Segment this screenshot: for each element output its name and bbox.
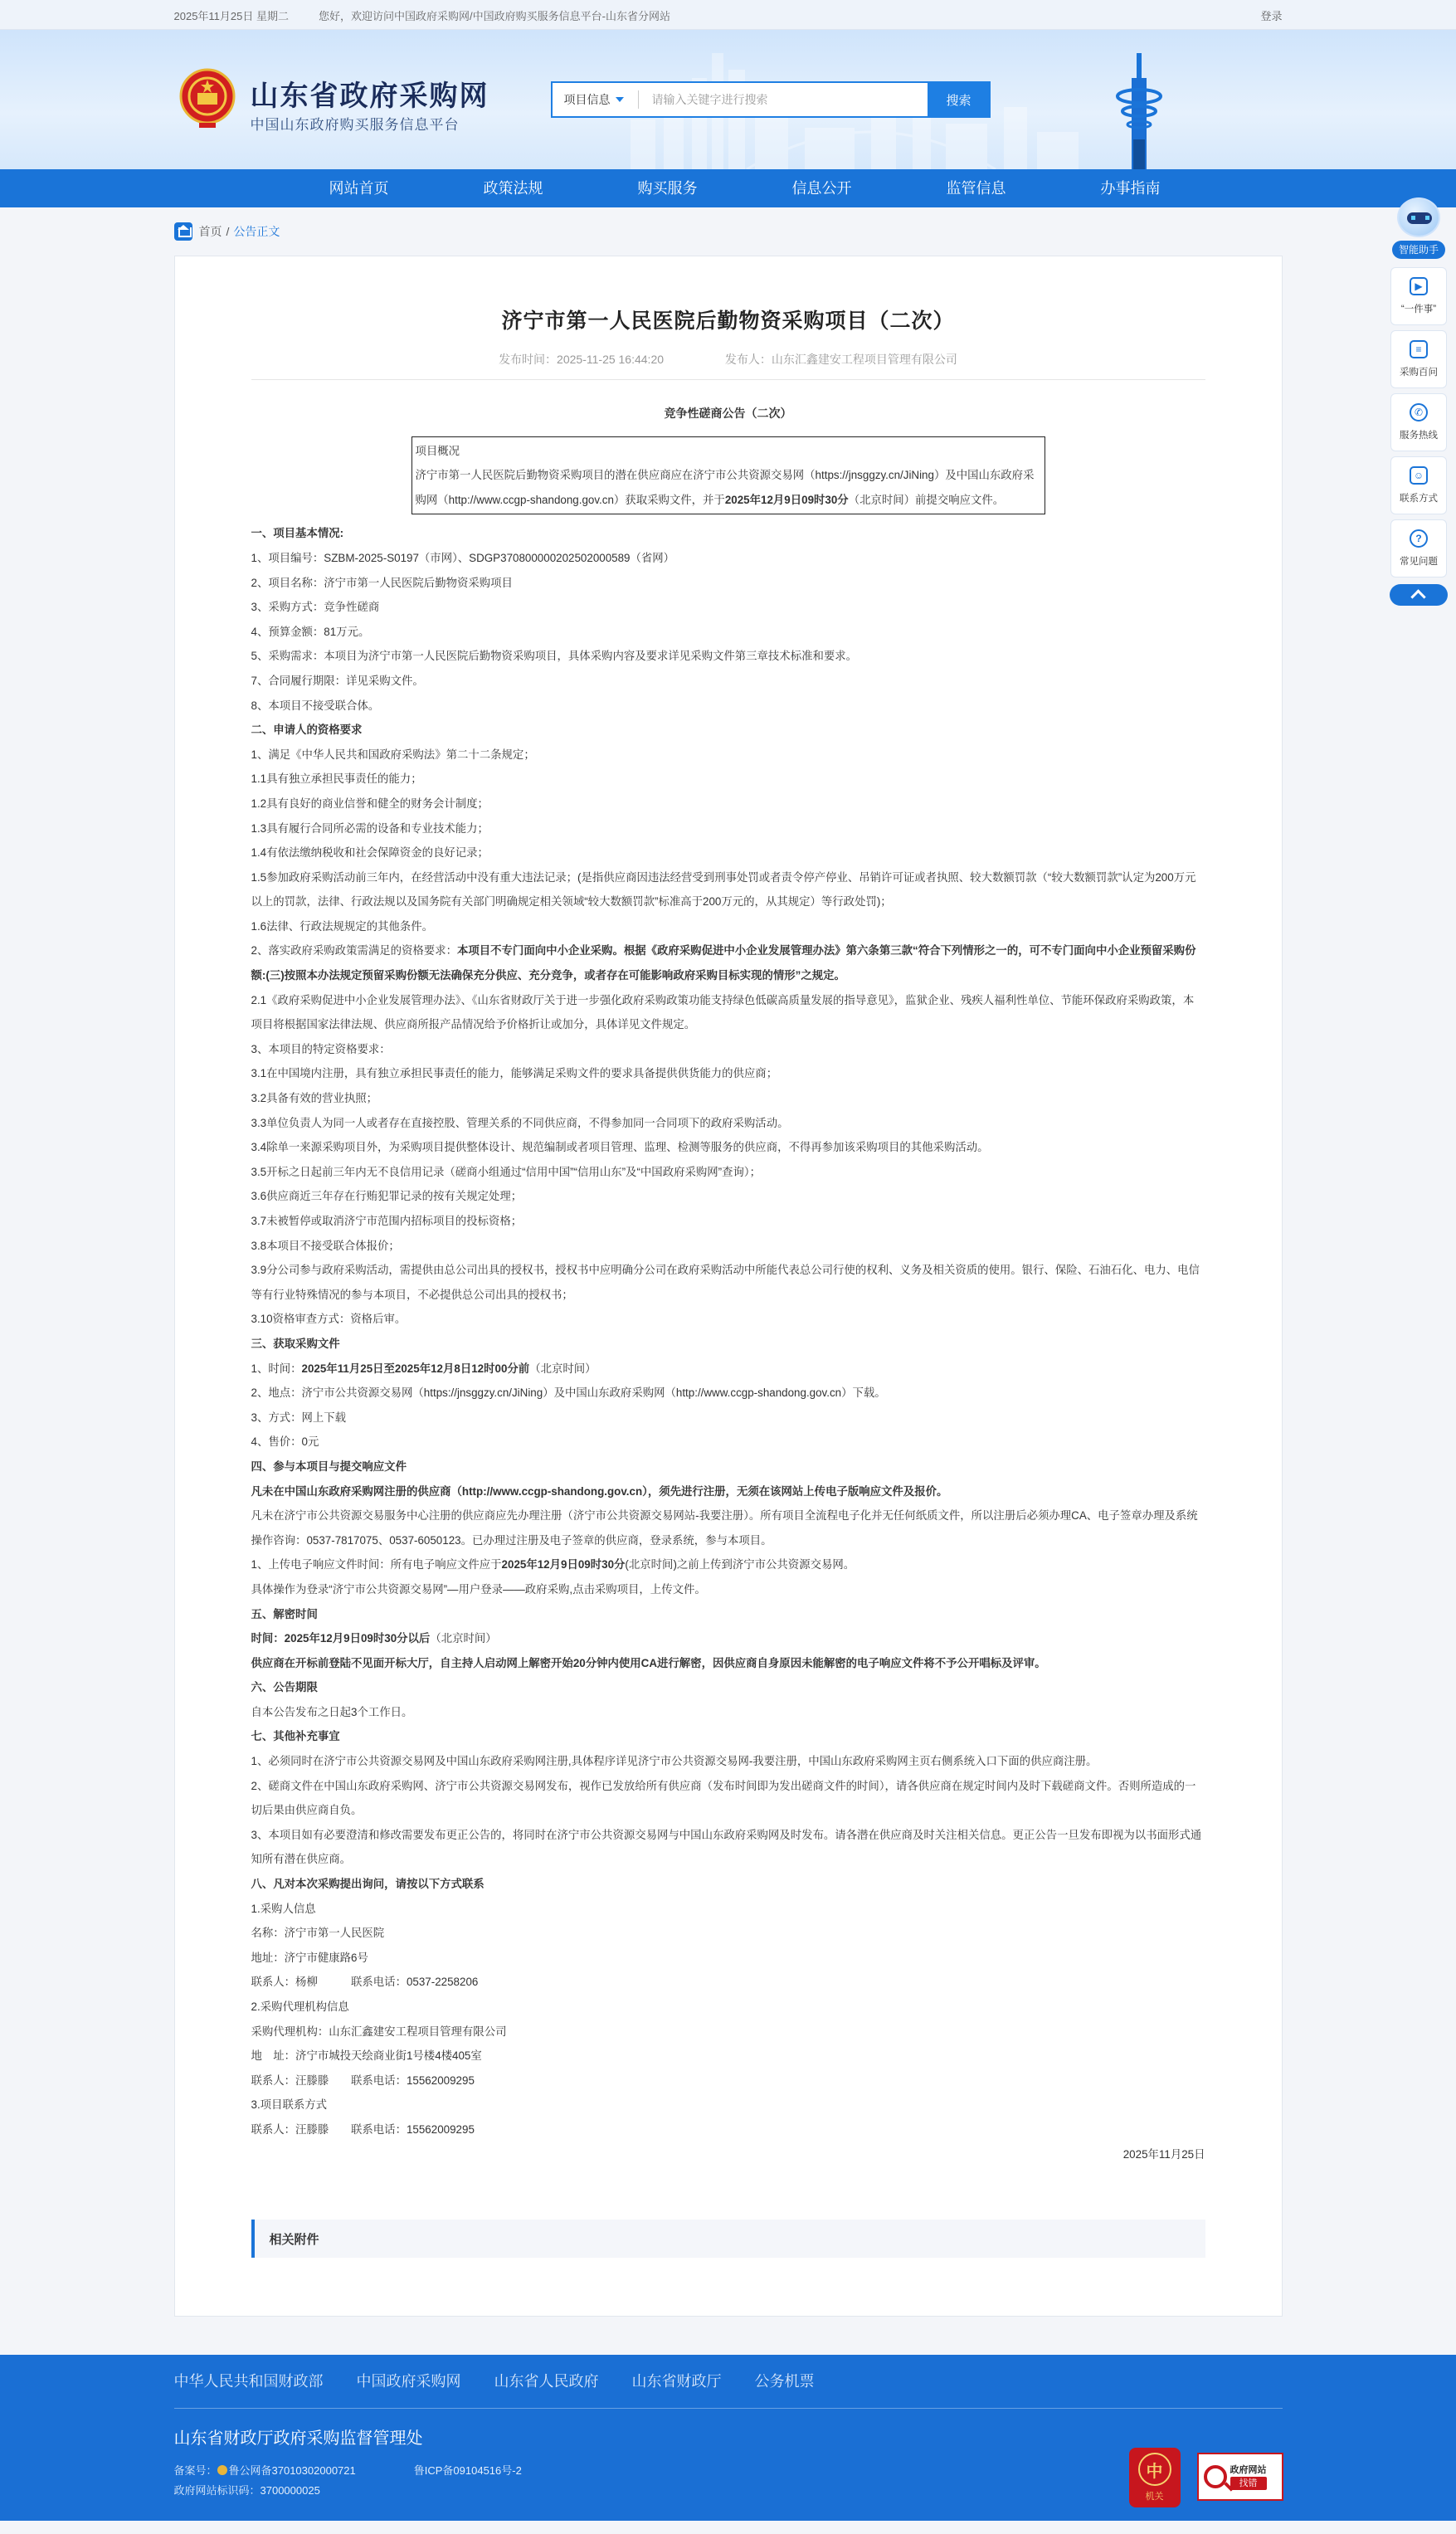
footer-link[interactable]: 公务机票 bbox=[754, 2373, 815, 2390]
assistant-button[interactable] bbox=[1389, 192, 1449, 262]
sign-date: 2025年11月25日 bbox=[1122, 2147, 1205, 2161]
magnifier-icon bbox=[1204, 2465, 1227, 2488]
list-item: 8、本项目不接受联合体。 bbox=[251, 699, 380, 712]
decrypt-time: 时间：2025年12月9日09时30分以后（北京时间） bbox=[251, 1632, 497, 1645]
contact-purchaser-head: 1.采购人信息 bbox=[251, 1902, 316, 1915]
contact-agent-name: 采购代理机构：山东汇鑫建安工程项目管理有限公司 bbox=[251, 2025, 507, 2038]
article-card bbox=[174, 256, 1283, 2317]
sidebar-item-label: 常见问题 bbox=[1400, 557, 1438, 567]
list-item: 3.4除单一来源采购项目外，为采购项目提供整体设计、规范编制或者项目管理、监理、检测等服务的供应商，不得再参加该采购项目的其他采购活动。 bbox=[251, 1141, 989, 1154]
search-category-select[interactable] bbox=[553, 90, 639, 109]
list-item: 2、磋商文件在中国山东政府采购网、济宁市公共资源交易网发布，视作已发放给所有供应商（发布时间即为发出磋商文件的时间），请各供应商在规定时间内及时下载磋商文件。否则所造成的一切后果由供应商自负。 bbox=[251, 1779, 1196, 1817]
back-to-top-button[interactable] bbox=[1390, 584, 1448, 606]
list-item: 1、项目编号：SZBM-2025-S0197（市网）、SDGP370800000202502000589（省网） bbox=[251, 551, 675, 564]
footer-divider bbox=[174, 2408, 1283, 2409]
registration-text: 凡未在济宁市公共资源交易服务中心注册的供应商应先办理注册（济宁市公共资源交易网站-我要注册）。所有项目全流程电子化并无任何纸质文件，所以注册后必须办理CA、电子签章办理及系统操作咨询：0537-7817075、0537-6050123。已办理过注册及电子签章的供应商，登录系统，参与本项目。 bbox=[251, 1509, 1198, 1547]
list-item: 3.5开标之日起前三年内无不良信用记录（磋商小组通过“信用中国”“信用山东”及“中国政府采购网”查询）； bbox=[251, 1165, 761, 1178]
list-item: 3、本项目如有必要澄清和修改需要发布更正公告的，将同时在济宁市公共资源交易网与中国山东政府采购网及时发布。请各潜在供应商及时关注相关信息。更正公告一旦发布即视为以书面形式通知所有潜在供应商。 bbox=[251, 1828, 1202, 1866]
site-code: 政府网站标识码：3700000025 bbox=[173, 2484, 320, 2497]
list-item: 3、采购方式：竞争性磋商 bbox=[251, 601, 380, 614]
nav-info-public[interactable]: 信息公开 bbox=[791, 180, 852, 197]
contact-project-head: 3.项目联系方式 bbox=[251, 2098, 328, 2112]
list-item: 3.2具备有效的营业执照； bbox=[251, 1092, 378, 1105]
list-item: 1、时间：2025年11月25日至2025年12月8日12时00分前（北京时间） bbox=[251, 1362, 597, 1375]
section-heading: 一、项目基本情况: bbox=[251, 527, 344, 540]
section-heading: 四、参与本项目与提交响应文件 bbox=[251, 1459, 407, 1473]
seal-icon: 中 bbox=[1138, 2453, 1171, 2486]
site-subtitle: 中国山东政府购买服务信息平台 bbox=[250, 117, 460, 133]
article-meta bbox=[251, 351, 1205, 380]
robot-icon bbox=[1397, 197, 1440, 237]
phone-icon: ✆ bbox=[1410, 403, 1428, 422]
contact-purchaser-name: 名称：济宁市第一人民医院 bbox=[251, 1927, 385, 1940]
list-item: 2、地点：济宁市公共资源交易网（https://jnsggzy.cn/JiNing）及中国山东政府采购网（http://www.ccgp-shandong.gov.cn）下载。 bbox=[251, 1386, 886, 1400]
login-link[interactable]: 登录 bbox=[1260, 9, 1283, 22]
sidebar-item-questions[interactable] bbox=[1390, 519, 1447, 577]
list-item: 3.3单位负责人为同一人或者存在直接控股、管理关系的不同供应商，不得参加同一合同项下的政府采购活动。 bbox=[251, 1116, 789, 1129]
list-item: 3.7未被暂停或取消济宁市范围内招标项目的投标资格； bbox=[251, 1215, 523, 1227]
site-footer bbox=[0, 2355, 1456, 2521]
breadcrumb-home[interactable]: 首页 bbox=[198, 225, 222, 238]
footer-info bbox=[174, 2461, 522, 2501]
footer-org-name: 山东省财政厅政府采购监督管理处 bbox=[173, 2429, 423, 2449]
list-item: 1、满足《中华人民共和国政府采购法》第二十二条规定； bbox=[251, 748, 535, 761]
search-button[interactable]: 搜索 bbox=[928, 81, 991, 118]
footer-link[interactable]: 山东省财政厅 bbox=[631, 2373, 722, 2390]
overview-text: 济宁市第一人民医院后勤物资采购项目的潜在供应商应在济宁市公共资源交易网（https://jnsggzy.cn/JiNing）及中国山东政府采购网（http://www.ccgp-shandong.gov.cn）获取采购文件，并于2025年12月9日09时30分（北京时间）前提交响应文件。 bbox=[415, 469, 1035, 506]
sidebar-item-label: 服务热线 bbox=[1400, 431, 1438, 441]
play-icon: ▶ bbox=[1410, 277, 1428, 295]
list-item: 1.3具有履行合同所必需的设备和专业技术能力； bbox=[251, 821, 489, 835]
footer-link[interactable]: 中华人民共和国财政部 bbox=[173, 2373, 324, 2390]
current-date: 2025年11月25日 星期二 bbox=[173, 9, 289, 22]
list-item: 1.1具有独立承担民事责任的能力； bbox=[251, 772, 422, 786]
site-header bbox=[0, 30, 1456, 169]
list-item: 3.9分公司参与政府采购活动，需提供由总公司出具的授权书，授权书中应明确分公司在政府采购活动中所能代表总公司行使的权利、义务及相关资质的使用。银行、保险、石油石化、电力、电信等有行业特殊情况的参与本项目，不必提供总公司出具的授权书； bbox=[251, 1264, 1200, 1301]
list-item: 1、上传电子响应文件时间：所有电子响应文件应于2025年12月9日09时30分(北京时间)之前上传到济宁市公共资源交易网。 bbox=[251, 1558, 855, 1572]
breadcrumb bbox=[174, 207, 1283, 256]
sidebar-item-hotline[interactable] bbox=[1390, 393, 1447, 451]
contact-agent-line: 联系人：汪滕滕 联系电话：15562009295 bbox=[251, 2073, 475, 2087]
search-bar bbox=[551, 81, 991, 118]
list-item: 1.2具有良好的商业信誉和健全的财务会计制度； bbox=[251, 797, 489, 810]
list-item: 1.6法律、行政法规规定的其他条件。 bbox=[251, 919, 433, 933]
chevron-down-icon bbox=[616, 97, 624, 102]
party-government-badge[interactable] bbox=[1129, 2448, 1181, 2507]
nav-supervision[interactable]: 监管信息 bbox=[946, 180, 1006, 197]
attachments-header: 相关附件 bbox=[251, 2220, 1205, 2258]
search-category-label: 项目信息 bbox=[563, 93, 611, 106]
contact-purchaser-line: 联系人：杨柳 联系电话：0537-2258206 bbox=[251, 1976, 479, 1989]
list-item: 具体操作为登录“济宁市公共资源交易网”—用户登录——政府采购,点击采购项目，上传文件。 bbox=[251, 1582, 706, 1596]
floating-sidebar bbox=[1389, 192, 1449, 606]
find-error-badge[interactable] bbox=[1197, 2453, 1283, 2501]
section-heading: 三、获取采购文件 bbox=[251, 1337, 340, 1350]
list-item: 5、采购需求：本项目为济宁市第一人民医院后勤物资采购项目，具体采购内容及要求详见采购文件第三章技术标准和要求。 bbox=[251, 650, 858, 663]
national-emblem-icon bbox=[179, 68, 236, 129]
list-item: 3、本项目的特定资格要求： bbox=[251, 1042, 391, 1055]
section-heading: 六、公告期限 bbox=[251, 1681, 318, 1694]
breadcrumb-separator: / bbox=[226, 225, 230, 238]
contact-icon: ☺ bbox=[1410, 466, 1428, 485]
doc-title: 竞争性磋商公告（二次） bbox=[664, 407, 792, 420]
decrypt-note: 供应商在开标前登陆不见面开标大厅，自主持人启动网上解密开始20分钟内使用CA进行解密，因供应商自身原因未能解密的电子响应文件将不予公开唱标及评审。 bbox=[251, 1656, 1046, 1669]
badge1-label: 机关 bbox=[1145, 2492, 1164, 2502]
search-input[interactable] bbox=[639, 83, 928, 116]
article-title: 济宁市第一人民医院后勤物资采购项目（二次） bbox=[501, 309, 955, 333]
main-nav bbox=[0, 169, 1456, 207]
footer-link[interactable]: 中国政府采购网 bbox=[356, 2373, 461, 2390]
sidebar-item-faq100[interactable] bbox=[1390, 330, 1447, 388]
section-heading: 五、解密时间 bbox=[251, 1607, 318, 1620]
home-icon[interactable] bbox=[174, 222, 192, 241]
list-item: 3.6供应商近三年存在行贿犯罪记录的按有关规定处理； bbox=[251, 1190, 523, 1203]
contact-agent-head: 2.采购代理机构信息 bbox=[251, 2000, 349, 2013]
list-item: 1、必须同时在济宁市公共资源交易网及中国山东政府采购网注册,具体程序详见济宁市公共资源交易网-我要注册，中国山东政府采购网主页右侧系统入口下面的供应商注册。 bbox=[251, 1755, 1098, 1768]
question-icon: ? bbox=[1410, 529, 1428, 548]
registration-note: 凡未在中国山东政府采购网注册的供应商（http://www.ccgp-shandong.gov.cn），须先进行注册，无须在该网站上传电子版响应文件及报价。 bbox=[251, 1484, 948, 1498]
list-item: 2.1《政府采购促进中小企业发展管理办法》、《山东省财政厅关于进一步强化政府采购政策功能支持绿色低碳高质量发展的指导意见》，监狱企业、残疾人福利性单位、节能环保政府采购政策，本项目将根据国家法律法规、供应商所报产品情况给予价格折让或加分，具体详见文件规定。 bbox=[251, 993, 1195, 1031]
top-strip bbox=[0, 0, 1456, 30]
document-icon: ≡ bbox=[1410, 340, 1428, 358]
list-item: 3.8本项目不接受联合体报价； bbox=[251, 1239, 400, 1252]
list-item: 4、售价：0元 bbox=[251, 1435, 319, 1449]
nav-purchase-service[interactable]: 购买服务 bbox=[637, 180, 698, 197]
sidebar-item-contact[interactable] bbox=[1390, 456, 1447, 514]
police-record[interactable]: 备案号： 鲁公网备37010302000721 bbox=[173, 2464, 356, 2478]
sidebar-item-one-thing[interactable] bbox=[1390, 267, 1447, 325]
article-body bbox=[251, 402, 1205, 2166]
list-item: 自本公告发布之日起3个工作日。 bbox=[251, 1705, 413, 1718]
section-heading: 二、申请人的资格要求 bbox=[251, 724, 363, 737]
find-error-label: 政府网站 找错 bbox=[1230, 2465, 1267, 2489]
list-item: 3.1在中国境内注册，具有独立承担民事责任的能力，能够满足采购文件的要求具备提供供货能力的供应商； bbox=[251, 1067, 778, 1080]
sidebar-item-label: 采购百问 bbox=[1400, 368, 1438, 378]
footer-link[interactable]: 山东省人民政府 bbox=[494, 2373, 599, 2390]
assistant-label: 智能助手 bbox=[1392, 241, 1445, 259]
nav-home[interactable]: 网站首页 bbox=[329, 180, 389, 197]
sidebar-item-label: 联系方式 bbox=[1400, 494, 1438, 504]
overview-title: 项目概况 bbox=[415, 444, 460, 457]
breadcrumb-current[interactable]: 公告正文 bbox=[233, 225, 280, 238]
publish-time: 发布时间：2025-11-25 16:44:20 bbox=[499, 353, 665, 366]
nav-policy[interactable]: 政策法规 bbox=[483, 180, 543, 197]
police-badge-icon bbox=[217, 2465, 227, 2475]
list-item: 1.4有依法缴纳税收和社会保障资金的良好记录； bbox=[251, 846, 489, 860]
footer-links bbox=[174, 2355, 1283, 2391]
site-name: 山东省政府采购网 bbox=[250, 80, 489, 112]
welcome-text: 您好，欢迎访问中国政府采购网/中国政府购买服务信息平台-山东省分网站 bbox=[319, 9, 670, 22]
contact-project-line: 联系人：汪滕滕 联系电话：15562009295 bbox=[251, 2122, 475, 2136]
contact-agent-address: 地 址：济宁市城投天绘商业街1号楼4楼405室 bbox=[251, 2049, 482, 2063]
publisher: 发布人：山东汇鑫建安工程项目管理有限公司 bbox=[724, 353, 957, 366]
project-overview-box bbox=[411, 436, 1045, 515]
list-item: 3、方式：网上下载 bbox=[251, 1411, 347, 1424]
section-heading: 八、凡对本次采购提出询问，请按以下方式联系 bbox=[251, 1878, 485, 1891]
section-heading: 七、其他补充事宜 bbox=[251, 1730, 340, 1743]
nav-guide[interactable]: 办事指南 bbox=[1100, 180, 1161, 197]
contact-purchaser-address: 地址：济宁市健康路6号 bbox=[251, 1951, 368, 1964]
list-item: 1.5参加政府采购活动前三年内，在经营活动中没有重大违法记录；(是指供应商因违法经营受到刑事处罚或者责令停产停业、吊销许可证或者执照、较大数额罚款（“较大数额罚款”认定为200万元以上的罚款，法律、行政法规以及国务院有关部门明确规定相关领域“较大数额罚款”标准高于200万元的，从其规定）等行政处罚)； bbox=[251, 870, 1196, 909]
list-item: 2、项目名称：济宁市第一人民医院后勤物资采购项目 bbox=[251, 576, 513, 589]
policy-requirement: 2、落实政府采购政策需满足的资格要求：本项目不专门面向中小企业采购。根据《政府采购促进中小企业发展管理办法》第六条第三款“符合下列情形之一的，可不专门面向中小企业预留采购份额:(三)按照本办法规定预留采购份额无法确保充分供应、充分竞争，或者存在可能影响政府采购目标实现的情形”之规定。 bbox=[251, 944, 1196, 982]
list-item: 7、合同履行期限：详见采购文件。 bbox=[251, 674, 424, 687]
list-item: 3.10资格审查方式：资格后审。 bbox=[251, 1313, 407, 1326]
tower-landmark-graphic bbox=[1095, 53, 1186, 169]
sidebar-item-label: “一件事” bbox=[1400, 305, 1437, 314]
icp-record[interactable]: 鲁ICP备09104516号-2 bbox=[413, 2464, 522, 2478]
list-item: 4、预算金额：81万元。 bbox=[251, 625, 370, 638]
